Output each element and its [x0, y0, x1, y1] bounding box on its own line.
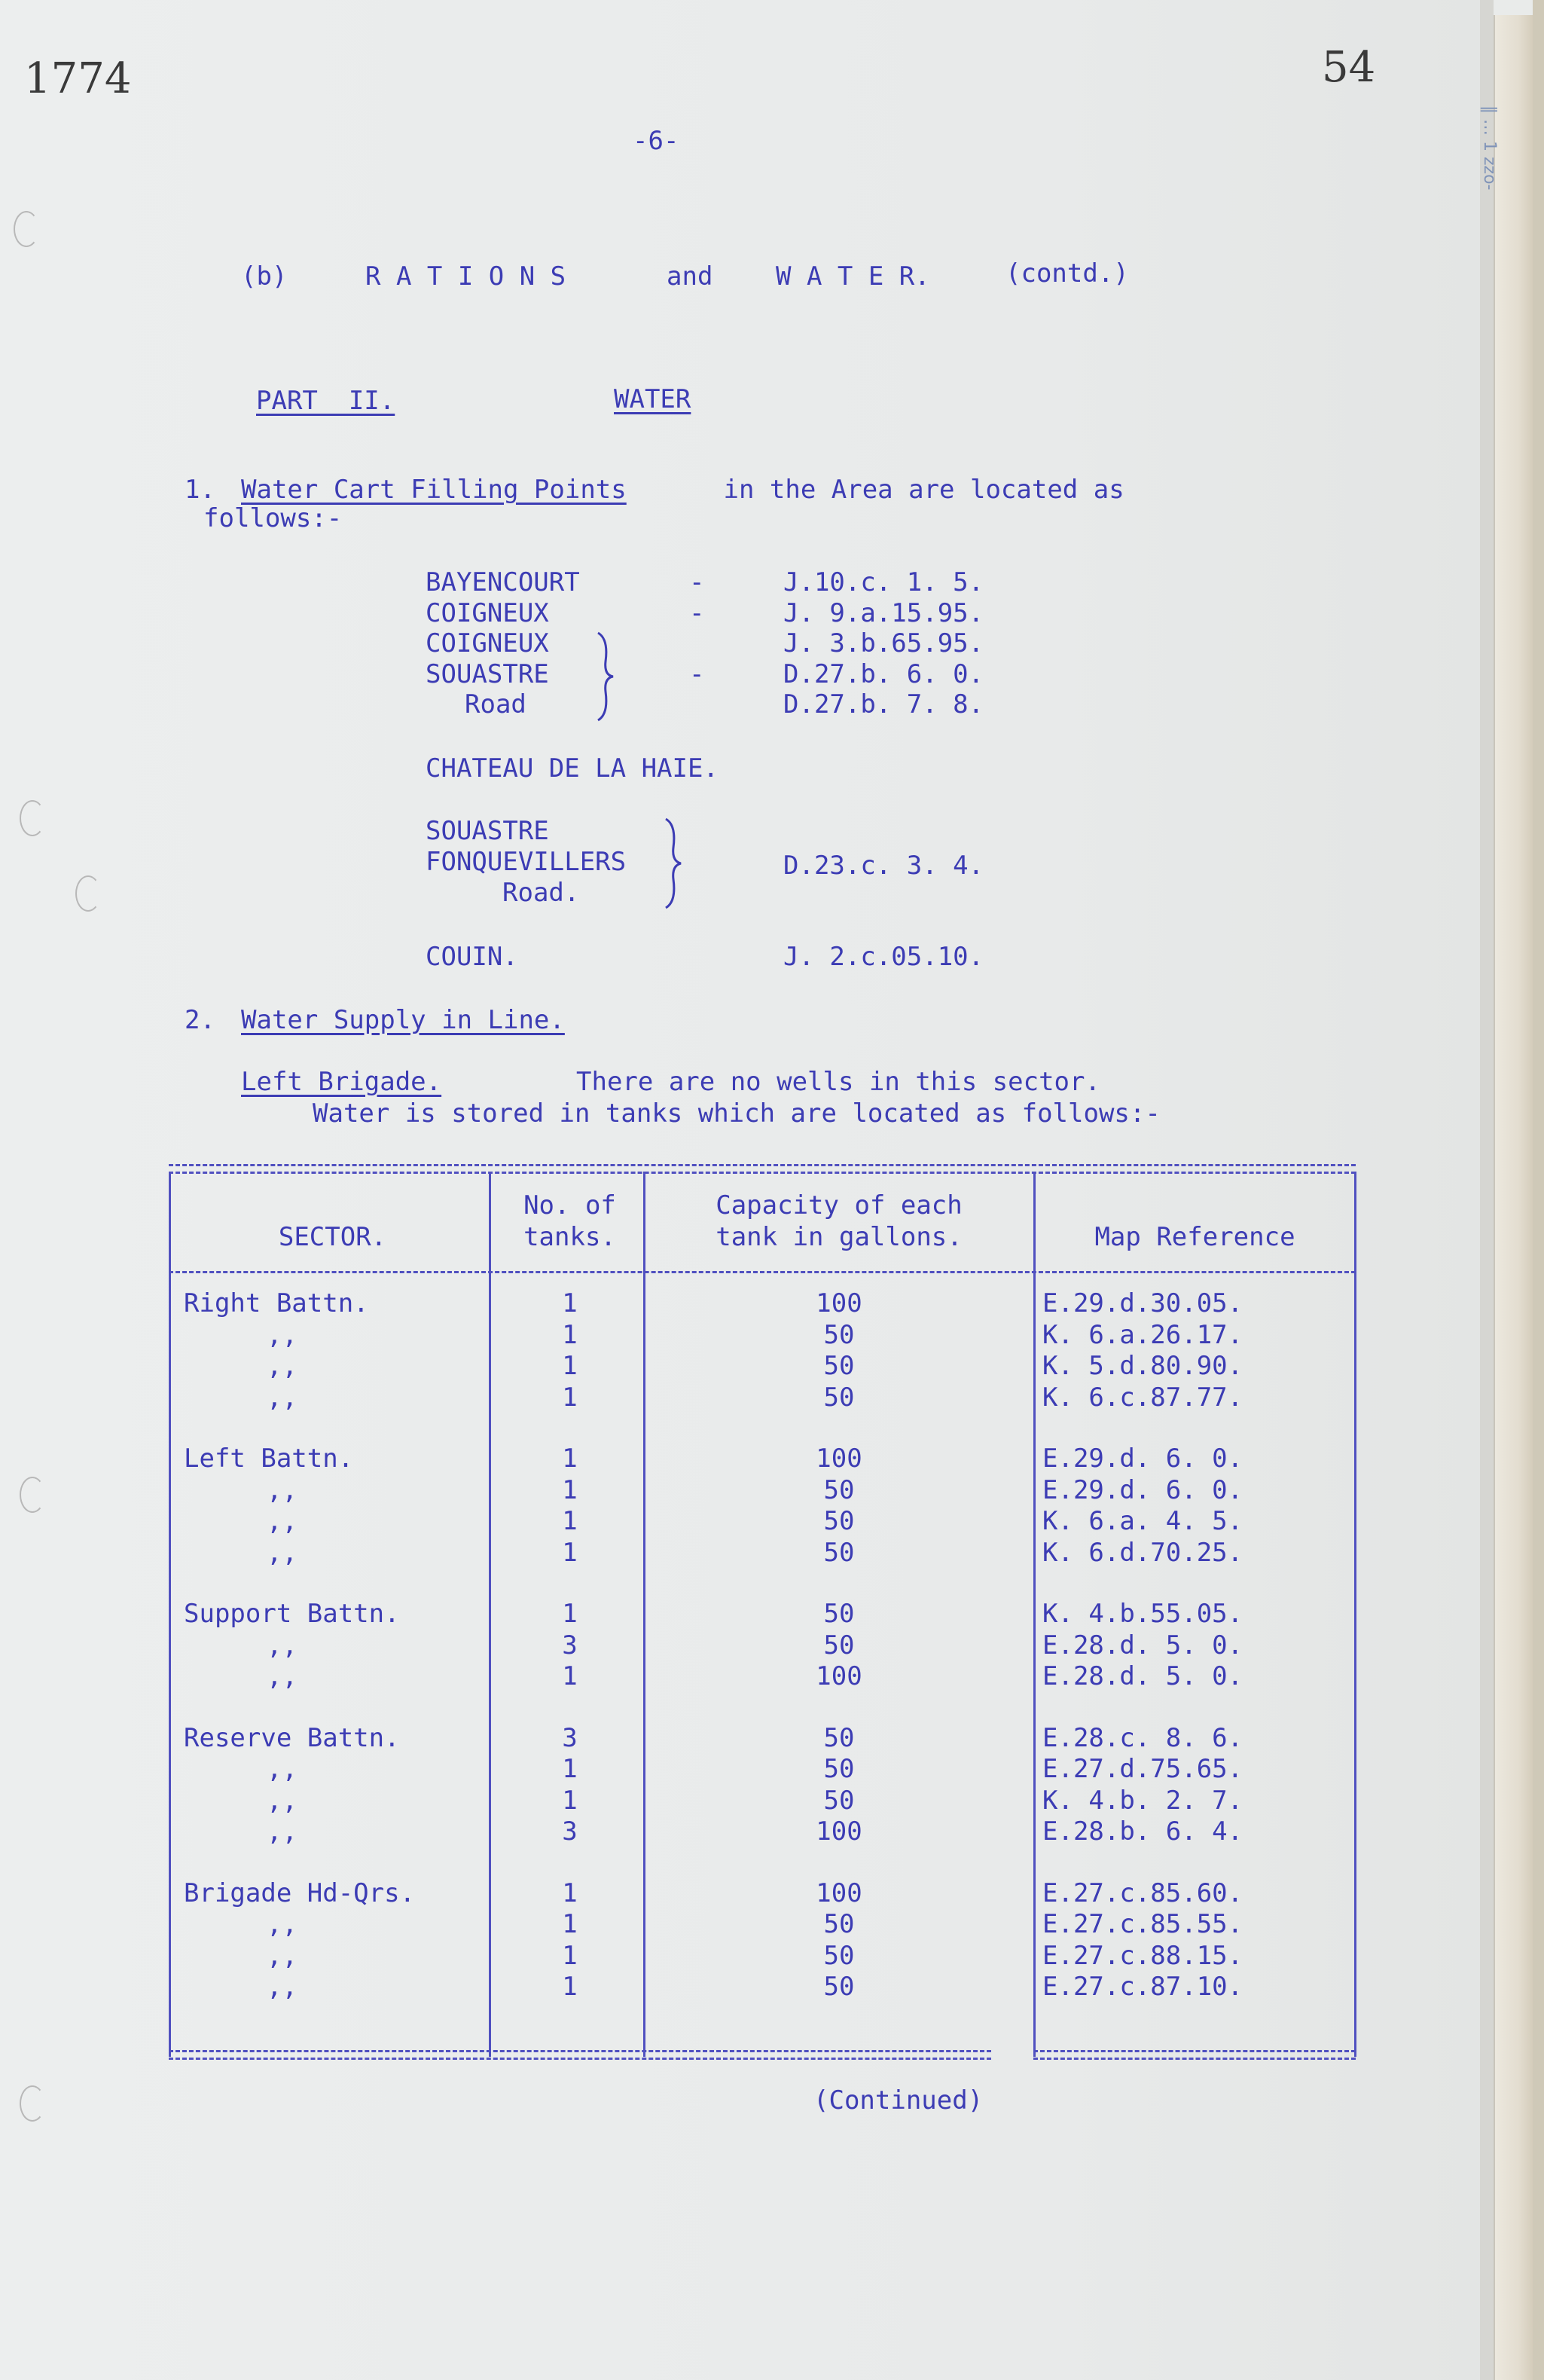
map-ref: J. 2.c.05.10. [783, 942, 984, 972]
cell-tanks: 1 [562, 1754, 578, 1784]
cell-tanks: 1 [562, 1940, 578, 1971]
cell-capacity: 50 [823, 1940, 855, 1971]
cell-map-reference: K. 6.d.70.25. [1042, 1537, 1243, 1568]
cell-map-reference: E.28.b. 6. 4. [1042, 1816, 1243, 1847]
cell-map-reference: E.27.c.88.15. [1042, 1940, 1243, 1971]
cell-tanks: 1 [562, 1444, 578, 1474]
header-tanks: tanks. [523, 1222, 616, 1252]
cell-sector: ,, [267, 1940, 298, 1971]
place: COIGNEUX [426, 628, 549, 658]
cell-capacity: 50 [823, 1537, 855, 1568]
cell-tanks: 1 [562, 1599, 578, 1629]
header-map-reference: Map Reference [1094, 1222, 1295, 1252]
page-number: 54 [1322, 43, 1376, 92]
file-number: 1774 [24, 54, 132, 103]
punch-hole [20, 800, 45, 836]
cell-map-reference: K. 5.d.80.90. [1042, 1351, 1243, 1381]
cell-map-reference: E.27.d.75.65. [1042, 1754, 1243, 1784]
cell-map-reference: E.27.c.85.55. [1042, 1909, 1243, 1939]
cell-map-reference: E.27.c.87.10. [1042, 1972, 1243, 2002]
folder-edge [1480, 0, 1494, 2380]
place: Road [465, 689, 526, 719]
punch-hole [20, 1477, 45, 1513]
cell-sector: Brigade Hd-Qrs. [184, 1877, 416, 1908]
brace [595, 631, 618, 722]
part-label: PART II. [256, 386, 395, 416]
place: BAYENCOURT [426, 567, 580, 597]
place: FONQUEVILLERS [426, 847, 627, 877]
table-border [1354, 1172, 1356, 2057]
table-rule [1033, 2050, 1356, 2060]
cell-map-reference: E.27.c.85.60. [1042, 1877, 1243, 1908]
map-ref: D.27.b. 7. 8. [783, 689, 984, 719]
cell-tanks: 1 [562, 1351, 578, 1381]
place: SOUASTRE [426, 659, 549, 689]
folder-label: ‖ … 1 zzo‑ [1480, 105, 1499, 191]
dash: - [689, 659, 705, 689]
place: COUIN. [426, 942, 518, 972]
dash: - [689, 598, 705, 628]
cell-tanks: 1 [562, 1909, 578, 1939]
cell-capacity: 50 [823, 1319, 855, 1350]
brace [663, 817, 685, 909]
header-capacity: tank in gallons. [716, 1222, 963, 1252]
cell-tanks: 3 [562, 1630, 578, 1661]
cell-capacity: 100 [816, 1877, 862, 1908]
cell-tanks: 1 [562, 1785, 578, 1816]
map-ref: J. 9.a.15.95. [783, 598, 984, 628]
cell-capacity: 100 [816, 1444, 862, 1474]
header-sector: SECTOR. [278, 1222, 387, 1252]
cell-sector: ,, [267, 1816, 298, 1847]
cell-sector: ,, [267, 1319, 298, 1350]
cell-capacity: 100 [816, 1661, 862, 1691]
cell-sector: ,, [267, 1351, 298, 1381]
cell-tanks: 1 [562, 1972, 578, 2002]
place: Road. [502, 878, 580, 908]
cell-capacity: 100 [816, 1288, 862, 1318]
cell-sector: ,, [267, 1909, 298, 1939]
cell-sector: Right Battn. [184, 1288, 369, 1318]
cell-capacity: 50 [823, 1785, 855, 1816]
cell-capacity: 50 [823, 1351, 855, 1381]
folder-edge [1494, 15, 1534, 2380]
cell-capacity: 50 [823, 1909, 855, 1939]
cell-capacity: 50 [823, 1972, 855, 2002]
page-marker: -6- [633, 126, 679, 156]
punch-hole [14, 211, 39, 247]
cell-tanks: 1 [562, 1319, 578, 1350]
place: COIGNEUX [426, 598, 549, 628]
map-ref: J.10.c. 1. 5. [783, 567, 984, 597]
cell-tanks: 1 [562, 1474, 578, 1505]
place: SOUASTRE [426, 816, 549, 846]
cell-sector: ,, [267, 1754, 298, 1784]
continued-note: (Continued) [813, 2085, 984, 2116]
cell-tanks: 1 [562, 1661, 578, 1691]
map-ref: J. 3.b.65.95. [783, 628, 984, 658]
cell-capacity: 50 [823, 1506, 855, 1536]
punch-hole [20, 2085, 45, 2122]
map-ref: D.23.c. 3. 4. [783, 851, 984, 881]
cell-tanks: 3 [562, 1816, 578, 1847]
cell-tanks: 3 [562, 1722, 578, 1753]
cell-map-reference: K. 4.b.55.05. [1042, 1599, 1243, 1629]
cell-sector: Reserve Battn. [184, 1722, 400, 1753]
cell-capacity: 100 [816, 1816, 862, 1847]
punch-hole [75, 875, 101, 912]
cell-tanks: 1 [562, 1877, 578, 1908]
table-border [169, 1172, 171, 2057]
cell-sector: ,, [267, 1537, 298, 1568]
map-ref: D.27.b. 6. 0. [783, 659, 984, 689]
cell-map-reference: E.29.d. 6. 0. [1042, 1444, 1243, 1474]
cell-capacity: 50 [823, 1474, 855, 1505]
table-rule [169, 2050, 991, 2060]
cell-sector: ,, [267, 1382, 298, 1413]
cell-map-reference: K. 6.c.87.77. [1042, 1382, 1243, 1413]
header-rule [169, 1271, 1356, 1273]
part-title: WATER [614, 384, 691, 414]
place: CHATEAU DE LA HAIE. [426, 753, 719, 784]
cell-sector: ,, [267, 1506, 298, 1536]
cell-map-reference: K. 4.b. 2. 7. [1042, 1785, 1243, 1816]
cell-sector: ,, [267, 1630, 298, 1661]
header-tanks: No. of [523, 1190, 616, 1221]
cell-capacity: 50 [823, 1382, 855, 1413]
cell-sector: Support Battn. [184, 1599, 400, 1629]
folder-edge [1533, 0, 1544, 2380]
cell-tanks: 1 [562, 1288, 578, 1318]
cell-sector: ,, [267, 1661, 298, 1691]
water-tanks-table [169, 1164, 1356, 2061]
column-divider [1033, 1172, 1036, 2057]
cell-capacity: 50 [823, 1722, 855, 1753]
cell-sector: Left Battn. [184, 1444, 354, 1474]
cell-capacity: 50 [823, 1754, 855, 1784]
cell-map-reference: E.28.d. 5. 0. [1042, 1630, 1243, 1661]
column-divider [643, 1172, 645, 2057]
cell-capacity: 50 [823, 1599, 855, 1629]
cell-map-reference: K. 6.a. 4. 5. [1042, 1506, 1243, 1536]
cell-sector: ,, [267, 1474, 298, 1505]
cell-tanks: 1 [562, 1506, 578, 1536]
cell-sector: ,, [267, 1785, 298, 1816]
cell-sector: ,, [267, 1972, 298, 2002]
header-capacity: Capacity of each [716, 1190, 963, 1221]
cell-capacity: 50 [823, 1630, 855, 1661]
cell-map-reference: E.28.c. 8. 6. [1042, 1722, 1243, 1753]
cell-tanks: 1 [562, 1382, 578, 1413]
cell-tanks: 1 [562, 1537, 578, 1568]
cell-map-reference: E.29.d. 6. 0. [1042, 1474, 1243, 1505]
dash: - [689, 567, 705, 597]
cell-map-reference: E.28.d. 5. 0. [1042, 1661, 1243, 1691]
cell-map-reference: K. 6.a.26.17. [1042, 1319, 1243, 1350]
cell-map-reference: E.29.d.30.05. [1042, 1288, 1243, 1318]
table-rule [169, 1164, 1356, 1174]
